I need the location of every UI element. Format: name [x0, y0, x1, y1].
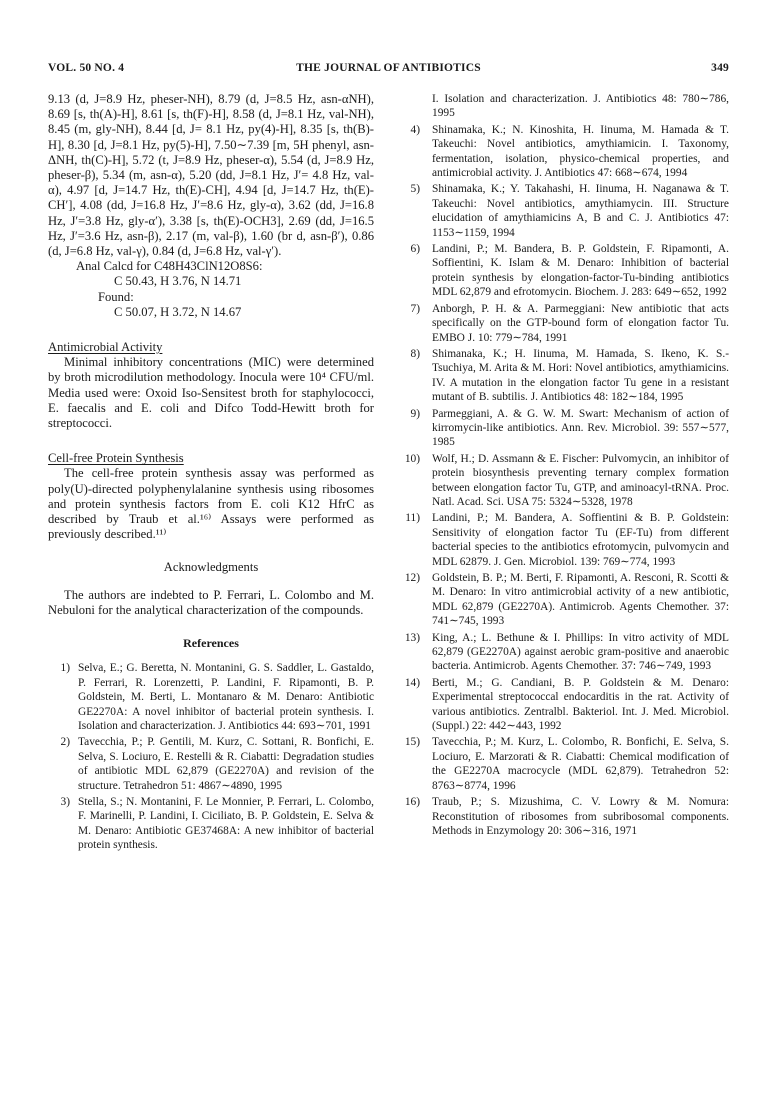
- reference-item: [406, 631, 729, 674]
- anal-calcd-label: Anal Calcd for C48H43ClN12O8S6:: [76, 259, 263, 274]
- right-column: [406, 92, 729, 840]
- reference-continuation: [406, 92, 729, 121]
- cellfree-paragraph: The cell-free protein synthesis assay was performed as poly(U)-directed polyphenylalanine synthesis using ribosomes and protein synthesis factors from E. coli K12 HfrC as described by Traub et al.¹⁶⁾ Assays were performed as previously described.¹¹⁾: [48, 466, 374, 542]
- reference-text: Anborgh, P. H. & A. Parmeggiani: New antibiotic that acts specifically on the GTP-bound form of elongation factor Tu. EMBO J. 10: 779∼784, 1991: [432, 302, 729, 344]
- reference-item: [48, 661, 374, 733]
- antimicrobial-paragraph: Minimal inhibitory concentrations (MIC) were determined by broth microdilution methodology. Inocula were 10⁴ CFU/ml. Media used were: Oxoid Iso-Sensitest broth for staphylococci, E. faecalis and E. coli and Difco Todd-Hewitt broth for streptococci.: [48, 355, 374, 431]
- reference-number: 15): [404, 736, 420, 749]
- reference-text: I. Isolation and characterization. J. Antibiotics 48: 780∼786, 1995: [432, 93, 729, 120]
- anal-calcd-values: C 50.43, H 3.76, N 14.71: [114, 274, 242, 289]
- reference-number: 6): [410, 243, 420, 256]
- reference-number: 16): [404, 796, 420, 809]
- reference-number: 7): [410, 302, 420, 315]
- reference-number: 4): [410, 123, 420, 136]
- references-heading: References: [183, 636, 239, 651]
- antimicrobial-heading: Antimicrobial Activity: [48, 340, 163, 355]
- reference-number: 2): [60, 736, 70, 749]
- reference-text: Shinamaka, K.; N. Kinoshita, H. Iinuma, M. Hamada & T. Takeuchi: Novel antibiotics, amythiamicin. I. Taxonomy, fermentation, isolation, physico-chemical properties, and antimicrobial activity. J. Antibiotics 47: 668∼674, 1994: [432, 123, 729, 180]
- reference-number: 11): [405, 512, 420, 525]
- reference-text: Shimanaka, K.; H. Iinuma, M. Hamada, S. Ikeno, K. S.-Tsuchiya, M. Arita & M. Hori: Novel antibiotics, amythiamicins. IV. A mutation in the elongation factor Tu gene in a resistant mutant of B. subtilis. J. Antibiotics 48: 182∼184, 1995: [432, 347, 729, 404]
- reference-text: Shinamaka, K.; Y. Takahashi, H. Iinuma, H. Naganawa & T. Takeuchi: Novel antibiotics, amythiamycin. III. Structure elucidation of amythiamicins A, B and C. J. Antibiotics 47: 1153∼1159, 1994: [432, 183, 729, 239]
- reference-number: 3): [60, 795, 70, 808]
- reference-item: [406, 123, 729, 181]
- reference-text: Tavecchia, P.; P. Gentili, M. Kurz, C. Sottani, R. Bonfichi, E. Selva, S. Lociuro, E. Restelli & R. Ciabatti: Degradation studies of antibiotic MDL 62,879 (GE2270A) and revision of the structure. Tetrahedron 51: 4867∼4890, 1995: [78, 736, 374, 792]
- acknowledgments-paragraph: The authors are indebted to P. Ferrari, L. Colombo and M. Nebuloni for the analytical characterization of the compounds.: [48, 587, 374, 617]
- reference-text: Landini, P.; M. Bandera, B. P. Goldstein, F. Ripamonti, A. Soffientini, K. Islam & M. Denaro: Inhibition of bacterial protein synthesis by elongation-factor-Tu-binding antibiotics MDL 62,879 and efrotomycin. Biochem. J. 283: 649∼652, 1992: [432, 243, 729, 299]
- reference-text: Goldstein, B. P.; M. Berti, F. Ripamonti, A. Resconi, R. Scotti & M. Denaro: In vitro antimicrobial activity of a new antibiotic, MDL 62,879 (GE2270A). Antimicrob. Agents Chemother. 37: 741∼745, 1993: [432, 572, 729, 628]
- reference-text: Stella, S.; N. Montanini, F. Le Monnier, P. Ferrari, L. Colombo, F. Marinelli, P. Landini, I. Ciciliato, B. P. Goldstein, E. Selva & M. Denaro: Antibiotic GE37468A: A new inhibitor of bacterial protein synthesis.: [78, 795, 374, 852]
- reference-item: [406, 452, 729, 510]
- reference-item: [406, 795, 729, 838]
- reference-text: Wolf, H.; D. Assmann & E. Fischer: Pulvomycin, an inhibitor of protein biosynthesis preventing ternary complex formation between elongation factor Tu, GTP, and aminoacyl-tRNA. Proc. Natl. Acad. Sci. USA 75: 5324∼5328, 1978: [432, 452, 729, 508]
- reference-text: Parmeggiani, A. & G. W. M. Swart: Mechanism of action of kirromycin-like antibiotics. Ann. Rev. Microbiol. 39: 557∼577, 1985: [432, 407, 729, 449]
- reference-item: [406, 182, 729, 240]
- reference-text: Traub, P.; S. Mizushima, C. V. Lowry & M. Nomura: Reconstitution of ribosomes from subribosomal components. Methods in Enzymology 20: 306∼316, 1971: [432, 796, 729, 837]
- reference-text: Berti, M.; G. Candiani, B. P. Goldstein & M. Denaro: Experimental streptococcal endocarditis in the rat. Activity of various antibiotics. Zentralbl. Bakteriol. Int. J. Med. Microbiol. (Suppl.) 22: 442∼443, 1992: [432, 676, 729, 733]
- reference-number: 1): [60, 662, 70, 675]
- reference-text: Selva, E.; G. Beretta, N. Montanini, G. S. Saddler, L. Gastaldo, P. Ferrari, R. Lorenzetti, P. Landini, F. Ripamonti, B. P. Goldstein, M. Berti, L. Montanaro & M. Denaro: Antibiotic GE2270A: A novel inhibitor of bacterial protein synthesis. I. Isolation and characterization. J. Antibiotics 44: 693∼701, 1991: [78, 662, 374, 732]
- nmr-data-paragraph: 9.13 (d, J=8.9 Hz, pheser-NH), 8.79 (d, J=8.5 Hz, asn-αNH), 8.69 [s, th(A)-H], 8.61 [s, th(F)-H], 8.58 (d, J=8.1 Hz, val-NH), 8.45 (m, gly-NH), 8.44 [d, J= 8.1 Hz, py(4)-H], 8.35 [s, th(B)-H], 8.30 [d, J=8.1 Hz, py(5)-H], 7.50∼7.39 [m, 5H phenyl, asn-ΔNH, th(C)-H], 5.72 (t, J=8.9 Hz, pheser-α), 5.54 (d, J=8.9 Hz, pheser-β), 5.34 (m, asn-α), 5.20 (dd, J=8.1 Hz, J′= 4.8 Hz, val-α), 4.97 [d, J=14.7 Hz, th(E)-CH], 4.94 [d, J=14.7 Hz, th(E)-CH′], 4.08 (dd, J=16.8 Hz, J′=8.6 Hz, gly-α), 3.62 (dd, J=16.8 Hz, J′=3.8 Hz, gly-α′), 3.38 [s, th(E)-OCH3], 2.69 (dd, J=16.5 Hz, J′=3.6 Hz, asn-β), 2.17 (m, val-β), 1.60 (br d, asn-β′), 0.86 (d, J=6.8 Hz, val-γ), 0.84 (d, J=6.8 Hz, val-γ′).: [48, 92, 374, 259]
- reference-number: 8): [410, 347, 420, 360]
- reference-item: [406, 571, 729, 629]
- anal-found-label: Found:: [98, 289, 134, 304]
- reference-number: 13): [404, 631, 420, 644]
- reference-text: King, A.; L. Bethune & I. Phillips: In vitro activity of MDL 62,879 (GE2270A) against aerobic gram-positive and anaerobic bacteria. Antimicrob. Agents Chemother. 37: 746∼749, 1993: [432, 631, 729, 673]
- volume-label: VOL. 50 NO. 4: [48, 62, 125, 74]
- reference-text: Tavecchia, P.; M. Kurz, L. Colombo, R. Bonfichi, E. Selva, S. Lociuro, E. Marzorati & R. Ciabatti: Chemical modification of the GE2270A macrocycle (MDL 62,879). Tetrahedron 52: 8763∼8774, 1996: [432, 736, 729, 792]
- reference-number: 5): [410, 183, 420, 196]
- reference-item: [406, 347, 729, 405]
- reference-item: [406, 302, 729, 345]
- left-column: [48, 92, 374, 855]
- reference-text: Landini, P.; M. Bandera, A. Soffientini & B. P. Goldstein: Sensitivity of elongation factor Tu (EF-Tu) from different bacterial species to the antibiotics efrotomycin, pulvomycin and MDL 62879. J. Gen. Microbiol. 139: 769∼774, 1993: [432, 512, 729, 568]
- reference-item: [406, 407, 729, 450]
- reference-item: [406, 735, 729, 793]
- running-header: [48, 62, 729, 78]
- page-number: 349: [711, 62, 729, 74]
- reference-item: [406, 676, 729, 734]
- reference-number: 12): [404, 572, 420, 584]
- reference-item: [406, 242, 729, 300]
- references-list-left: [48, 661, 374, 852]
- anal-found-values: C 50.07, H 3.72, N 14.67: [114, 304, 242, 319]
- reference-item: [48, 795, 374, 853]
- reference-item: [406, 511, 729, 569]
- reference-item: [48, 735, 374, 793]
- journal-title: THE JOURNAL OF ANTIBIOTICS: [296, 62, 481, 74]
- reference-number: 14): [404, 676, 420, 689]
- cellfree-heading: Cell-free Protein Synthesis: [48, 451, 184, 466]
- reference-number: 10): [404, 452, 420, 465]
- acknowledgments-heading: Acknowledgments: [163, 560, 259, 575]
- reference-number: 9): [410, 407, 420, 420]
